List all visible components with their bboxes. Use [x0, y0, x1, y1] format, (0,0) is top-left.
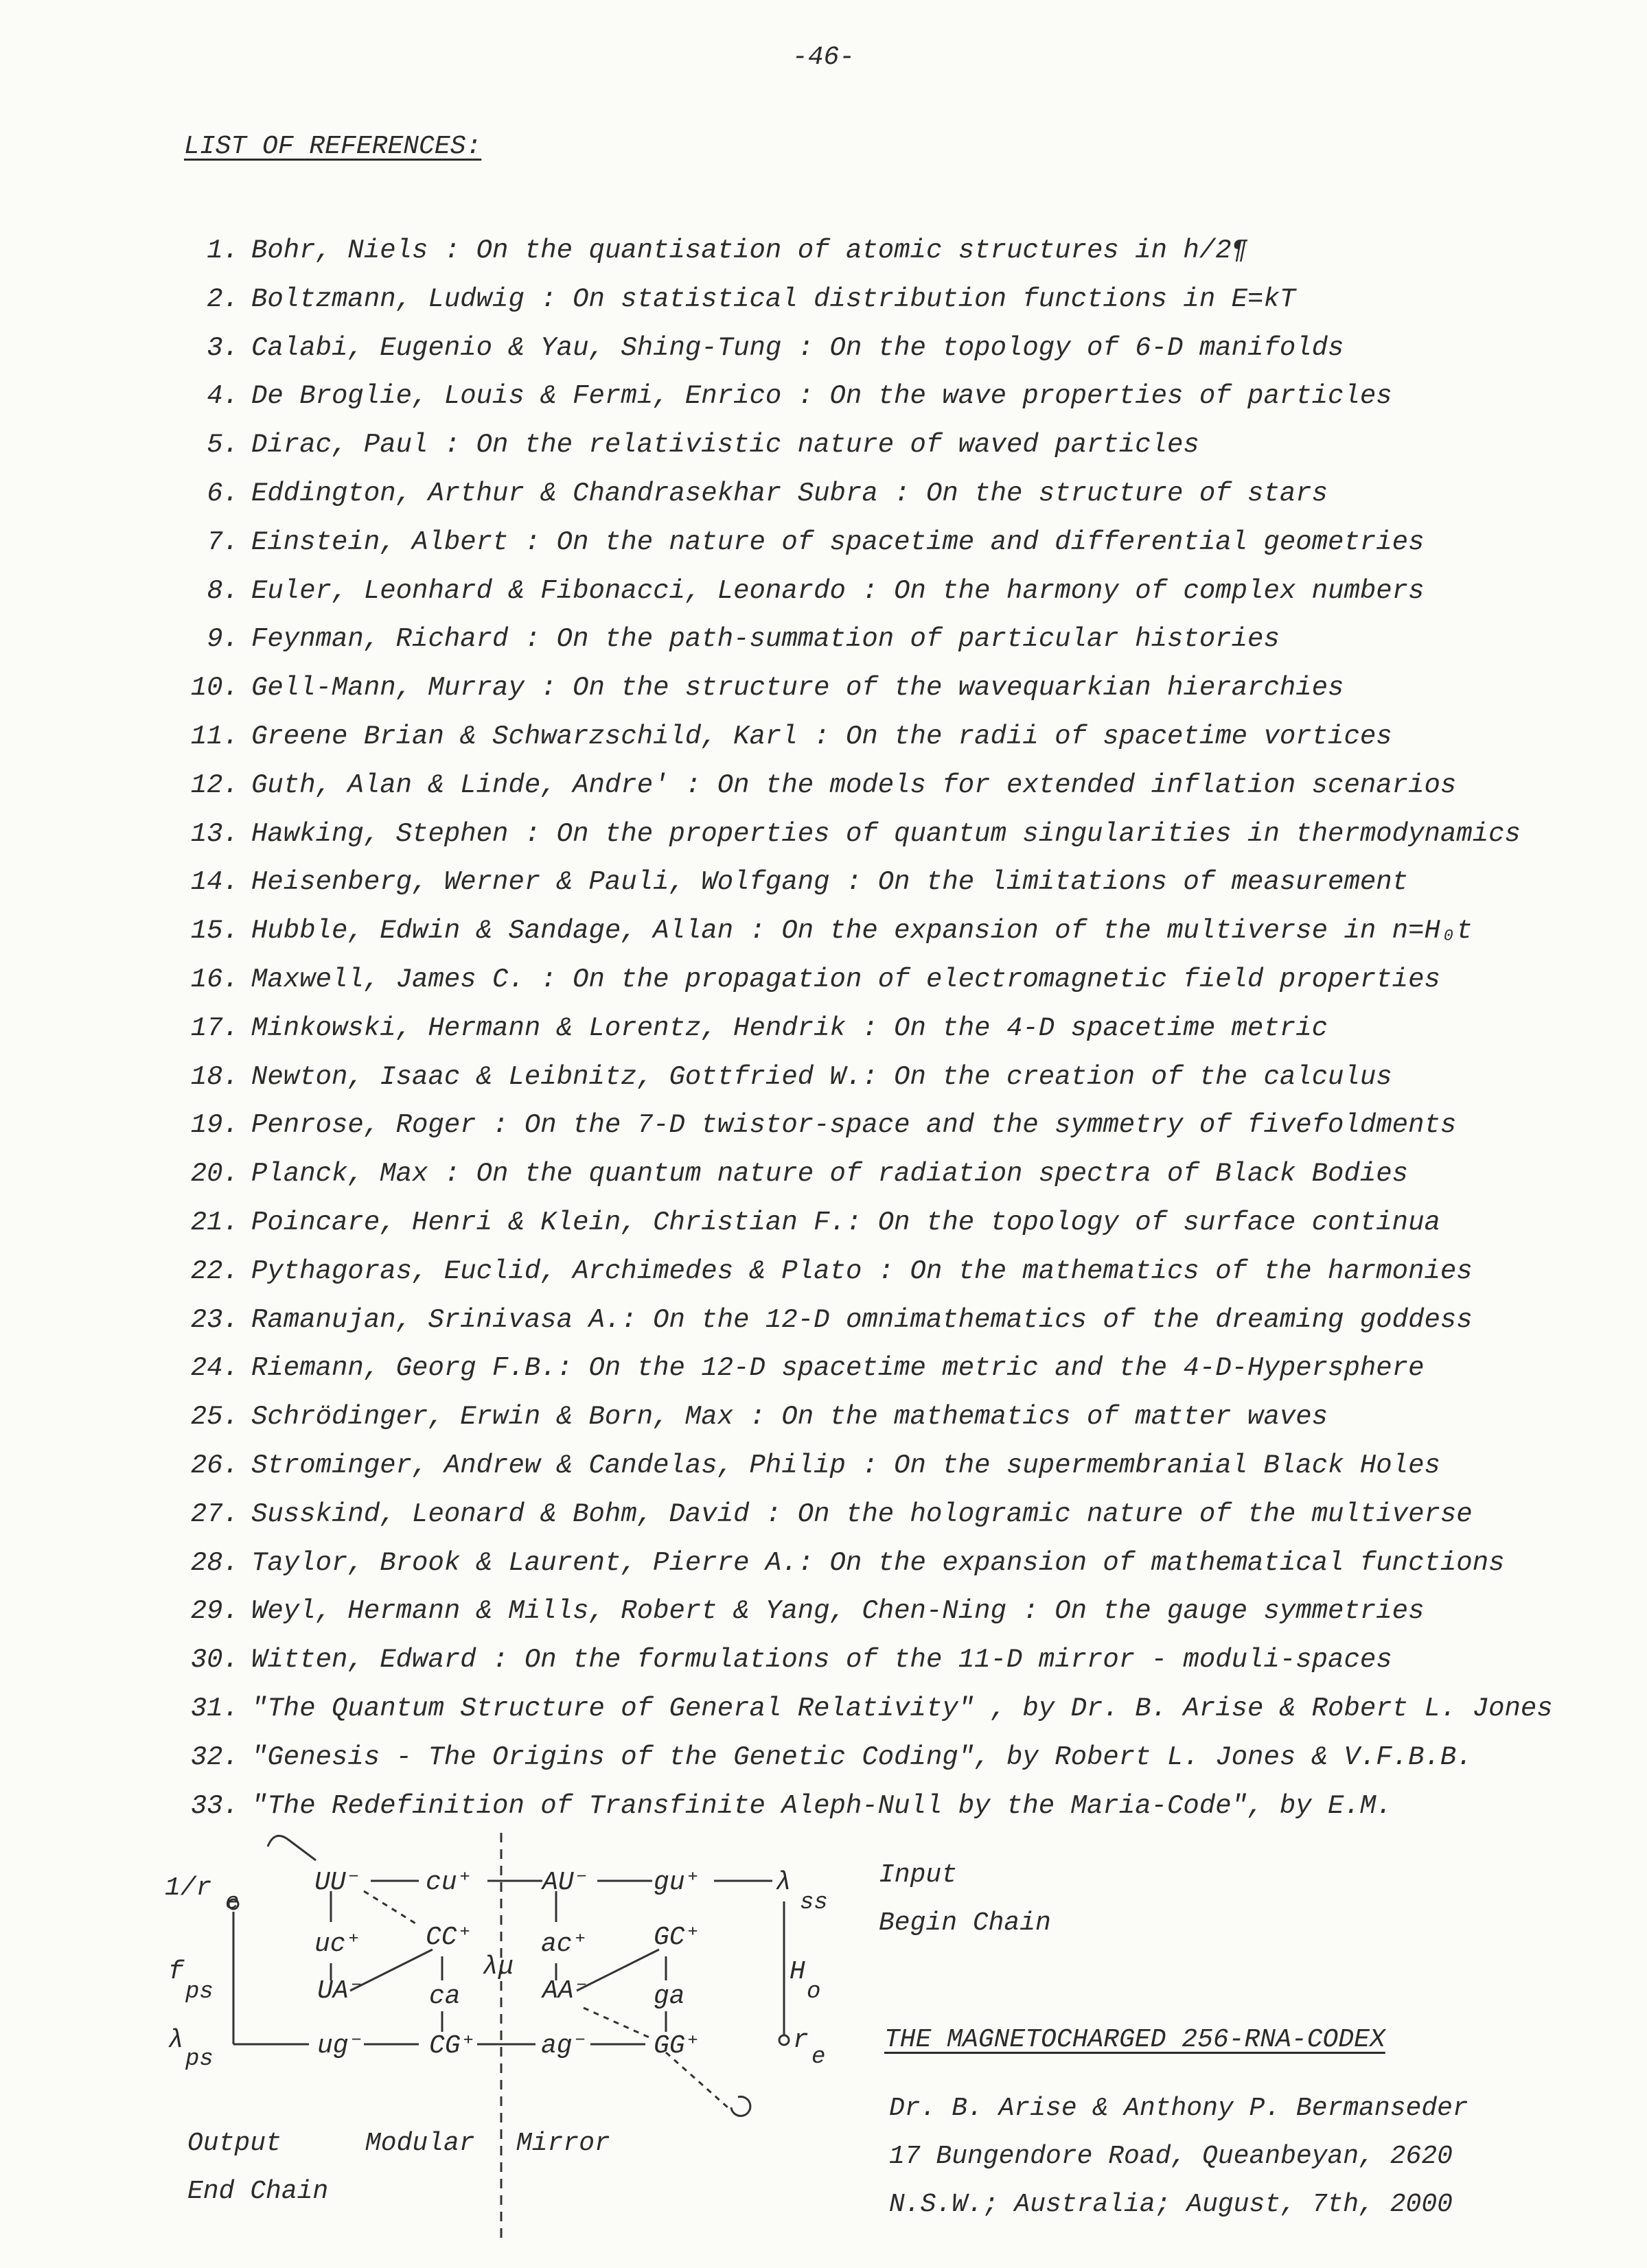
- reference-number: 24.: [190, 1353, 239, 1384]
- reference-number: 29.: [190, 1596, 239, 1627]
- reference-text: Strominger, Andrew & Candelas, Philip : On the supermembranial Black Holes: [251, 1450, 1440, 1481]
- codon-ug: ug⁻: [317, 2031, 365, 2061]
- reference-text: Maxwell, James C. : On the propagation of electromagnetic field properties: [251, 964, 1440, 995]
- reference-number: 25.: [190, 1402, 239, 1433]
- reference-item: [177, 324, 1605, 373]
- codon-ca: ca: [429, 1982, 461, 2011]
- codon-uc: uc⁺: [314, 1930, 362, 1959]
- reference-item: [177, 1101, 1605, 1150]
- reference-number: 23.: [190, 1304, 239, 1335]
- reference-number: 28.: [190, 1547, 239, 1578]
- reference-text: Planck, Max : On the quantum nature of radiation spectra of Black Bodies: [251, 1159, 1409, 1190]
- left-label-mid-sub: ps: [185, 1979, 214, 2005]
- reference-text: Minkowski, Hermann & Lorentz, Hendrik : On the 4-D spacetime metric: [251, 1012, 1328, 1043]
- reference-text: Gell-Mann, Murray : On the structure of the wavequarkian hierarchies: [251, 673, 1344, 704]
- reference-number: 5.: [207, 430, 239, 461]
- center-symbol: λμ: [483, 1952, 514, 1982]
- reference-text: Feynman, Richard : On the path-summation of particular histories: [251, 624, 1280, 655]
- reference-item: [177, 664, 1605, 713]
- reference-text: Weyl, Hermann & Mills, Robert & Yang, Chen-Ning : On the gauge symmetries: [251, 1596, 1425, 1627]
- authors: Dr. B. Arise & Anthony P. Bermanseder: [889, 2094, 1469, 2123]
- reference-item: [177, 1004, 1605, 1053]
- left-label-bot: λ: [168, 2026, 184, 2055]
- reference-number: 14.: [190, 867, 239, 898]
- codon-aa: AA⁻: [542, 1976, 590, 2006]
- reference-item: [177, 713, 1605, 761]
- right-label-top: λ: [776, 1868, 792, 1897]
- reference-item: [177, 956, 1605, 1004]
- reference-number: 18.: [190, 1061, 239, 1092]
- reference-text: Riemann, Georg F.B.: On the 12-D spacetime metric and the 4-D-Hypersphere: [251, 1353, 1425, 1384]
- reference-item: [177, 907, 1605, 956]
- reference-number: 27.: [190, 1498, 239, 1529]
- codon-ag: ag⁻: [541, 2031, 588, 2061]
- reference-text: Susskind, Leonard & Bohm, David : On the hologramic nature of the multiverse: [251, 1498, 1473, 1529]
- reference-item: [177, 1393, 1605, 1442]
- reference-item: [177, 1685, 1605, 1733]
- diagram-svg: [165, 1826, 879, 2245]
- reference-item: [177, 1053, 1605, 1102]
- reference-item: [177, 1587, 1605, 1636]
- right-label-bot-sub: e: [811, 2044, 826, 2070]
- reference-text: Schrödinger, Erwin & Born, Max : On the mathematics of matter waves: [251, 1402, 1328, 1433]
- codon-gg: GG⁺: [654, 2031, 701, 2061]
- reference-number: 33.: [190, 1790, 239, 1821]
- reference-item: [177, 810, 1605, 859]
- codon-gc: GC⁺: [654, 1923, 701, 1952]
- reference-text: Poincare, Henri & Klein, Christian F.: On the topology of surface continua: [251, 1207, 1440, 1238]
- reference-item: [177, 615, 1605, 664]
- reference-text: De Broglie, Louis & Fermi, Enrico : On the wave properties of particles: [251, 381, 1392, 412]
- reference-item: [177, 1150, 1605, 1199]
- location-date: N.S.W.; Australia; August, 7th, 2000: [889, 2190, 1453, 2219]
- reference-number: 9.: [207, 624, 239, 655]
- begin-chain-label: Begin Chain: [879, 1908, 1051, 1938]
- page-number: -46-: [792, 43, 855, 72]
- reference-item: [177, 1733, 1605, 1782]
- rna-codex-diagram: [165, 1826, 879, 2245]
- reference-number: 10.: [190, 673, 239, 704]
- codex-title: THE MAGNETOCHARGED 256-RNA-CODEX: [884, 2025, 1385, 2055]
- reference-text: Hawking, Stephen : On the properties of quantum singularities in thermodynamics: [251, 818, 1521, 849]
- reference-text: Dirac, Paul : On the relativistic nature of waved particles: [251, 430, 1199, 461]
- reference-text: Boltzmann, Ludwig : On statistical distribution functions in E=kT: [251, 284, 1296, 314]
- reference-text: Taylor, Brook & Laurent, Pierre A.: On the expansion of mathematical functions: [251, 1547, 1505, 1578]
- reference-text: Newton, Isaac & Leibnitz, Gottfried W.: On the creation of the calculus: [251, 1061, 1392, 1092]
- left-label-top-sub: e: [225, 1890, 240, 1916]
- reference-item: [177, 1247, 1605, 1296]
- codon-gu: gu⁺: [654, 1868, 701, 1897]
- reference-text: Hubble, Edwin & Sandage, Allan : On the expansion of the multiverse in n=H₀t: [251, 916, 1473, 947]
- reference-number: 26.: [190, 1450, 239, 1481]
- reference-number: 8.: [207, 575, 239, 606]
- reference-item: [177, 1636, 1605, 1685]
- codon-ac: ac⁺: [541, 1930, 588, 1959]
- reference-text: "The Quantum Structure of General Relativity" , by Dr. B. Arise & Robert L. Jones: [251, 1693, 1553, 1724]
- left-label-bot-sub: ps: [185, 2046, 214, 2072]
- reference-number: 13.: [190, 818, 239, 849]
- reference-item: [177, 1539, 1605, 1588]
- reference-text: Euler, Leonhard & Fibonacci, Leonardo : On the harmony of complex numbers: [251, 575, 1425, 606]
- reference-text: Eddington, Arthur & Chandrasekhar Subra : On the structure of stars: [251, 478, 1328, 509]
- reference-item: [177, 1782, 1605, 1831]
- reference-text: "Genesis - The Origins of the Genetic Coding", by Robert L. Jones & V.F.B.B.: [251, 1741, 1473, 1772]
- left-label-mid: f: [168, 1957, 184, 1987]
- output-label: Output: [187, 2129, 281, 2158]
- reference-item: [177, 858, 1605, 907]
- end-chain-label: End Chain: [187, 2177, 329, 2206]
- reference-number: 19.: [190, 1110, 239, 1141]
- reference-text: Ramanujan, Srinivasa A.: On the 12-D omnimathematics of the dreaming goddess: [251, 1304, 1473, 1335]
- right-label-mid: H: [790, 1957, 805, 1987]
- reference-number: 22.: [190, 1256, 239, 1286]
- mirror-label: Mirror: [516, 2129, 610, 2158]
- reference-number: 3.: [207, 332, 239, 363]
- reference-item: [177, 470, 1605, 518]
- right-label-top-sub: ss: [800, 1890, 828, 1916]
- codon-cu: cu⁺: [426, 1868, 473, 1897]
- input-label: Input: [879, 1860, 958, 1890]
- reference-text: Calabi, Eugenio & Yau, Shing-Tung : On the topology of 6-D manifolds: [251, 332, 1344, 363]
- reference-number: 30.: [190, 1645, 239, 1676]
- reference-item: [177, 1442, 1605, 1490]
- reference-number: 21.: [190, 1207, 239, 1238]
- reference-item: [177, 1344, 1605, 1393]
- reference-item: [177, 1199, 1605, 1247]
- reference-text: Pythagoras, Euclid, Archimedes & Plato : On the mathematics of the harmonies: [251, 1256, 1473, 1286]
- reference-text: Guth, Alan & Linde, Andre' : On the models for extended inflation scenarios: [251, 769, 1457, 800]
- reference-number: 2.: [207, 284, 239, 314]
- codon-au: AU⁻: [542, 1868, 590, 1897]
- codon-cc: CC⁺: [426, 1923, 473, 1952]
- reference-item: [177, 372, 1605, 421]
- modular-label: Modular: [365, 2129, 475, 2158]
- reference-text: Witten, Edward : On the formulations of the 11-D mirror - moduli-spaces: [251, 1645, 1392, 1676]
- reference-number: 15.: [190, 916, 239, 947]
- reference-item: [177, 1490, 1605, 1539]
- reference-number: 1.: [207, 235, 239, 266]
- reference-number: 20.: [190, 1159, 239, 1190]
- reference-number: 7.: [207, 526, 239, 557]
- codon-cg: CG⁺: [429, 2031, 476, 2061]
- codon-ga: ga: [654, 1982, 685, 2011]
- reference-text: Bohr, Niels : On the quantisation of atomic structures in h/2¶: [251, 235, 1248, 266]
- references-heading: LIST OF REFERENCES:: [184, 132, 482, 161]
- codon-ua: UA⁻: [317, 1976, 365, 2006]
- reference-number: 12.: [190, 769, 239, 800]
- reference-text: Heisenberg, Werner & Pauli, Wolfgang : On the limitations of measurement: [251, 867, 1409, 898]
- reference-item: [177, 518, 1605, 567]
- reference-number: 32.: [190, 1741, 239, 1772]
- codon-uu: UU⁻: [314, 1868, 362, 1897]
- right-label-mid-sub: o: [807, 1979, 821, 2005]
- reference-number: 11.: [190, 721, 239, 752]
- reference-item: [177, 761, 1605, 810]
- reference-item: [177, 227, 1605, 275]
- reference-text: "The Redefinition of Transfinite Aleph-Null by the Maria-Code", by E.M.: [251, 1790, 1392, 1821]
- reference-number: 4.: [207, 381, 239, 412]
- reference-item: [177, 275, 1605, 324]
- reference-list: [177, 227, 1605, 1830]
- reference-item: [177, 421, 1605, 470]
- reference-item: [177, 1296, 1605, 1345]
- reference-item: [177, 567, 1605, 616]
- reference-text: Einstein, Albert : On the nature of spacetime and differential geometries: [251, 526, 1425, 557]
- reference-text: Penrose, Roger : On the 7-D twistor-space and the symmetry of fivefoldments: [251, 1110, 1457, 1141]
- address: 17 Bungendore Road, Queanbeyan, 2620: [889, 2142, 1453, 2171]
- reference-number: 6.: [207, 478, 239, 509]
- reference-text: Greene Brian & Schwarzschild, Karl : On the radii of spacetime vortices: [251, 721, 1392, 752]
- right-label-bot: r: [793, 2026, 809, 2055]
- reference-number: 17.: [190, 1012, 239, 1043]
- reference-number: 16.: [190, 964, 239, 995]
- reference-number: 31.: [190, 1693, 239, 1724]
- left-label-top: 1/r: [165, 1873, 212, 1903]
